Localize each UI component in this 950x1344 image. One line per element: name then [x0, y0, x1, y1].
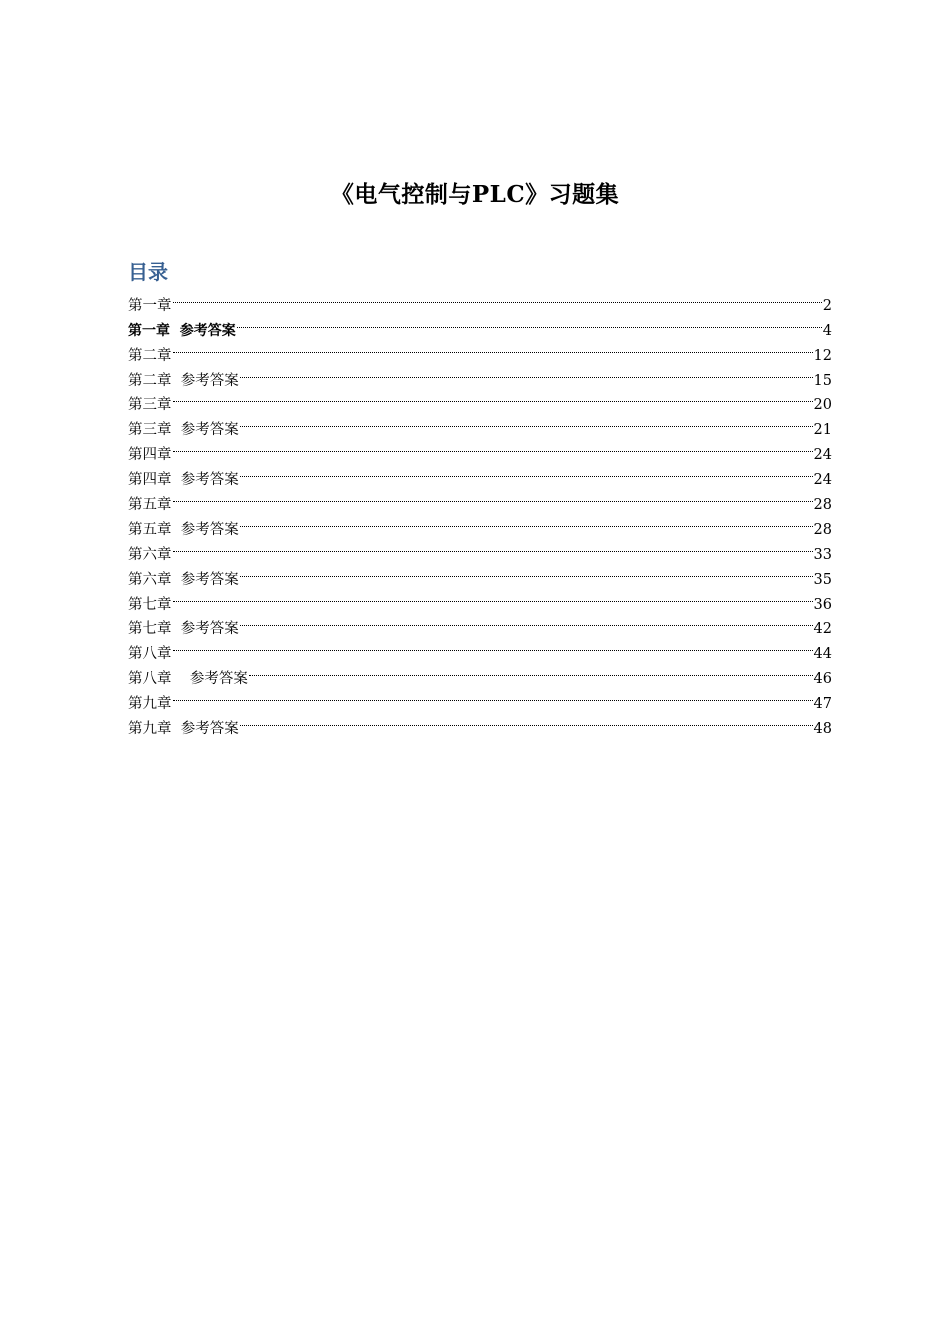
- toc-dot-leader: [173, 335, 813, 360]
- toc-page-number: 47: [813, 696, 832, 713]
- toc-entry[interactable]: [128, 683, 832, 713]
- toc-page-number: 44: [813, 646, 832, 663]
- toc-page-number: 33: [813, 546, 832, 563]
- toc-dot-leader: [240, 609, 813, 634]
- toc-dot-leader: [173, 534, 813, 559]
- toc-entry[interactable]: [128, 708, 832, 738]
- toc-entry[interactable]: [128, 509, 832, 538]
- toc-entry[interactable]: [128, 335, 832, 364]
- toc-page-number: 24: [813, 472, 832, 489]
- toc-page-number: 28: [813, 497, 832, 514]
- toc-entry[interactable]: [128, 633, 832, 663]
- toc-dot-leader: [240, 509, 813, 534]
- toc-entry-label: 第九章 参考答案: [128, 721, 239, 738]
- toc-entry[interactable]: [128, 559, 832, 588]
- toc-dot-leader: [240, 409, 813, 434]
- toc-entry[interactable]: [128, 385, 832, 414]
- toc-entry[interactable]: [128, 609, 832, 638]
- toc-page-number: 42: [813, 621, 832, 638]
- toc-page-number: 36: [813, 596, 832, 613]
- toc-entry[interactable]: [128, 484, 832, 514]
- toc-page-number: 21: [813, 422, 832, 439]
- toc-entry[interactable]: [128, 310, 832, 339]
- toc-entry-label: 第八章: [128, 646, 172, 663]
- toc-dot-leader: [240, 360, 813, 385]
- table-of-contents: [128, 285, 832, 738]
- toc-dot-leader: [240, 708, 813, 733]
- toc-entry-label: 第九章: [128, 696, 172, 713]
- toc-dot-leader: [173, 484, 813, 509]
- toc-entry-label: 第四章 参考答案: [128, 472, 239, 489]
- toc-entry-label: 第六章 参考答案: [128, 571, 239, 588]
- toc-entry-label: 第五章 参考答案: [128, 521, 239, 538]
- toc-entry[interactable]: [128, 584, 832, 613]
- toc-page-number: 2: [822, 297, 832, 314]
- toc-dot-leader: [173, 385, 813, 410]
- toc-entry[interactable]: [128, 360, 832, 389]
- toc-page-number: 15: [813, 372, 832, 389]
- toc-dot-leader: [173, 633, 813, 658]
- toc-entry-label: 第三章 参考答案: [128, 422, 239, 439]
- toc-dot-leader: [173, 683, 813, 708]
- toc-entry-label: 第四章: [128, 447, 172, 464]
- toc-entry[interactable]: [128, 534, 832, 563]
- toc-entry[interactable]: [128, 658, 832, 688]
- toc-entry[interactable]: [128, 434, 832, 464]
- toc-entry-label: 第三章: [128, 397, 172, 414]
- toc-dot-leader: [237, 310, 822, 335]
- toc-dot-leader: [249, 658, 813, 683]
- toc-page-number: 20: [813, 397, 832, 414]
- toc-page-number: 24: [813, 447, 832, 464]
- toc-dot-leader: [240, 559, 813, 584]
- toc-entry-label: 第七章: [128, 596, 172, 613]
- toc-entry[interactable]: [128, 285, 832, 314]
- document-title: 《电气控制与PLC》习题集: [330, 181, 620, 208]
- toc-dot-leader: [173, 434, 813, 459]
- toc-page-number: 46: [813, 671, 832, 688]
- toc-page-number: 28: [813, 521, 832, 538]
- toc-page-number: 4: [822, 322, 832, 339]
- toc-entry-label: 第一章 参考答案: [128, 322, 236, 339]
- toc-dot-leader: [240, 459, 813, 484]
- toc-dot-leader: [173, 285, 822, 310]
- toc-entry-label: 第二章: [128, 347, 172, 364]
- toc-entry-label: 第六章: [128, 546, 172, 563]
- toc-entry[interactable]: [128, 459, 832, 489]
- toc-page-number: 35: [813, 571, 832, 588]
- toc-entry-label: 第一章: [128, 297, 172, 314]
- toc-entry-label: 第八章 参考答案: [128, 671, 248, 688]
- toc-dot-leader: [173, 584, 813, 609]
- toc-entry-label: 第五章: [128, 497, 172, 514]
- toc-entry-label: 第七章 参考答案: [128, 621, 239, 638]
- toc-page-number: 48: [813, 721, 832, 738]
- toc-heading: 目录: [128, 260, 168, 284]
- toc-page-number: 12: [813, 347, 832, 364]
- toc-entry[interactable]: [128, 409, 832, 439]
- toc-entry-label: 第二章 参考答案: [128, 372, 239, 389]
